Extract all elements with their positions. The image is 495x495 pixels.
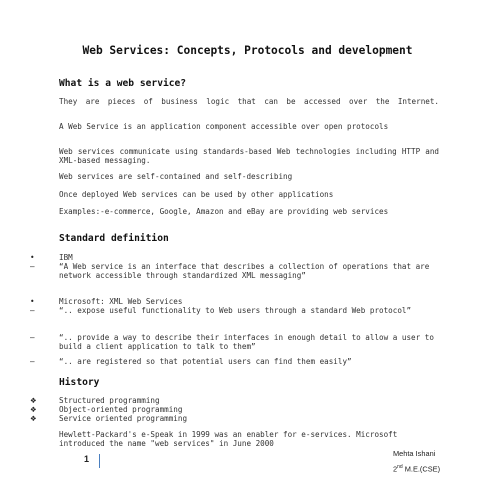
- list-item-ibm: IBM: [59, 253, 73, 262]
- paragraph-history: Hewlett-Packard's e-Speak in 1999 was an enabler for e-services. Microsoft introduced the name "web services" in June 2000: [59, 430, 398, 449]
- diamond-bullet-icon: ❖: [30, 396, 37, 405]
- list-item-service-oriented: Service oriented programming: [59, 414, 188, 423]
- author-name: Mehta Ishani: [393, 449, 436, 458]
- heading-standard-definition: Standard definition: [59, 233, 169, 244]
- list-item-registered: “.. are registered so that potential users can find them easily”: [59, 357, 352, 366]
- diamond-bullet-icon: ❖: [30, 405, 37, 414]
- author-degree: 2nd M.E.(CSE): [393, 464, 441, 474]
- paragraph-component: A Web Service is an application component accessible over open protocols: [59, 122, 389, 131]
- list-item-object-oriented: Object-oriented programming: [59, 405, 183, 414]
- list-item-ibm-quote: “A Web service is an interface that describes a collection of operations that are network accessible through standardized XML messaging”: [59, 262, 430, 281]
- page-number: 1: [84, 454, 90, 464]
- heading-what-is-web-service: What is a web service?: [59, 78, 187, 89]
- paragraph-communicate: Web services communicate using standards-based Web technologies including HTTP and XML-based messaging.: [59, 147, 439, 166]
- dash-marker: –: [30, 333, 35, 342]
- dash-marker: –: [30, 262, 35, 271]
- heading-history: History: [59, 377, 100, 388]
- dash-marker: –: [30, 306, 35, 315]
- bullet-marker: •: [30, 297, 35, 306]
- list-item-provide: “.. provide a way to describe their interfaces in enough detail to allow a user to build a client application to talk to them”: [59, 333, 434, 352]
- list-item-structured: Structured programming: [59, 396, 160, 405]
- dash-marker: –: [30, 357, 35, 366]
- paragraph-deployed: Once deployed Web services can be used by other applications: [59, 190, 334, 199]
- paragraph-examples: Examples:-e-commerce, Google, Amazon and eBay are providing web services: [59, 207, 389, 216]
- document-title: Web Services: Concepts, Protocols and development: [82, 44, 413, 57]
- paragraph-self-contained: Web services are self-contained and self-describing: [59, 172, 293, 181]
- bullet-marker: •: [30, 253, 35, 262]
- paragraph-definition: They are pieces of business logic that can be accessed over the Internet.: [59, 97, 439, 106]
- list-item-expose: “.. expose useful functionality to Web users through a standard Web protocol”: [59, 306, 412, 315]
- diamond-bullet-icon: ❖: [30, 414, 37, 423]
- footer-divider: [79, 454, 100, 468]
- list-item-microsoft: Microsoft: XML Web Services: [59, 297, 183, 306]
